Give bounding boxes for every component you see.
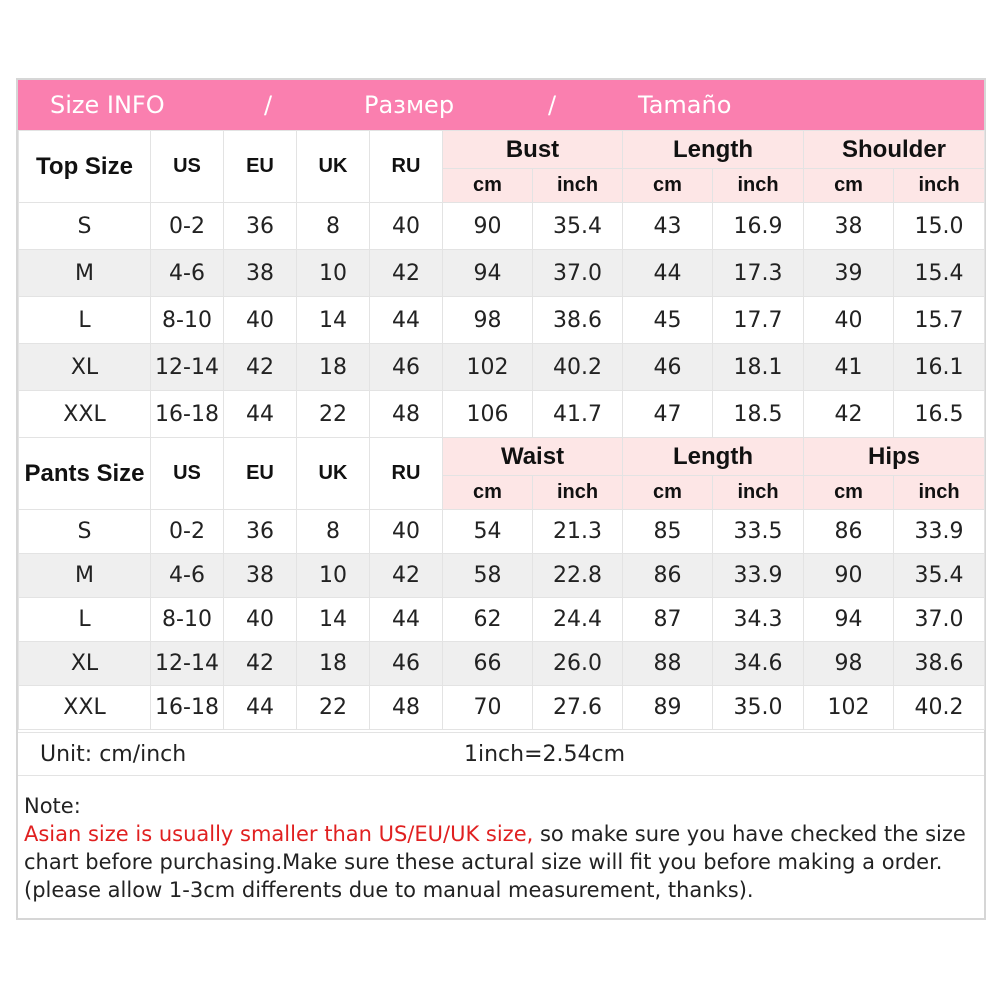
- col-ru: RU: [370, 131, 443, 203]
- table-cell: 102: [804, 686, 894, 730]
- table-cell: 24.4: [533, 598, 623, 642]
- sub-inch: inch: [713, 476, 804, 510]
- table-cell: 40: [370, 203, 443, 250]
- unit-row: [18, 732, 984, 776]
- size-name-cell: L: [19, 297, 151, 344]
- table-cell: 15.0: [894, 203, 985, 250]
- table-cell: 42: [804, 391, 894, 438]
- table-cell: 48: [370, 686, 443, 730]
- table-row: [19, 344, 985, 391]
- table-cell: 70: [443, 686, 533, 730]
- table-cell: 66: [443, 642, 533, 686]
- table-cell: 35.0: [713, 686, 804, 730]
- table-cell: 40.2: [894, 686, 985, 730]
- note-body: [24, 820, 974, 904]
- top-size-label: Top Size: [19, 131, 151, 203]
- table-cell: 98: [443, 297, 533, 344]
- table-cell: 44: [370, 297, 443, 344]
- table-row: [19, 203, 985, 250]
- size-name-cell: S: [19, 203, 151, 250]
- table-cell: 12-14: [151, 642, 224, 686]
- sub-cm: cm: [623, 169, 713, 203]
- table-cell: 44: [623, 250, 713, 297]
- table-cell: 46: [370, 642, 443, 686]
- table-cell: 26.0: [533, 642, 623, 686]
- group-length: Length: [623, 438, 804, 476]
- size-name-cell: XL: [19, 344, 151, 391]
- pants-size-table: [18, 437, 985, 730]
- table-cell: 46: [623, 344, 713, 391]
- table-cell: 21.3: [533, 510, 623, 554]
- table-cell: 46: [370, 344, 443, 391]
- table-cell: 45: [623, 297, 713, 344]
- table-cell: 39: [804, 250, 894, 297]
- table-cell: 22.8: [533, 554, 623, 598]
- table-row: [19, 642, 985, 686]
- table-cell: 94: [443, 250, 533, 297]
- banner-razmer: Размер: [364, 91, 455, 119]
- table-cell: 8-10: [151, 598, 224, 642]
- size-name-cell: XXL: [19, 686, 151, 730]
- table-cell: 40: [224, 297, 297, 344]
- table-cell: 33.9: [894, 510, 985, 554]
- sub-cm: cm: [443, 169, 533, 203]
- table-cell: 37.0: [894, 598, 985, 642]
- size-info-banner: [18, 80, 984, 130]
- table-cell: 33.5: [713, 510, 804, 554]
- table-cell: 54: [443, 510, 533, 554]
- table-cell: 37.0: [533, 250, 623, 297]
- table-cell: 35.4: [533, 203, 623, 250]
- table-cell: 58: [443, 554, 533, 598]
- table-cell: 86: [804, 510, 894, 554]
- sub-cm: cm: [804, 169, 894, 203]
- table-cell: 44: [370, 598, 443, 642]
- table-cell: 14: [297, 598, 370, 642]
- sub-inch: inch: [894, 476, 985, 510]
- banner-separator: /: [548, 91, 557, 119]
- table-cell: 17.7: [713, 297, 804, 344]
- table-cell: 86: [623, 554, 713, 598]
- table-cell: 90: [443, 203, 533, 250]
- note-text: so make sure you have checked the size chart before purchasing.Make sure these actural size will fit you before making a order.(please allow 1-3cm differents due to manual measurement, thanks).: [24, 822, 966, 902]
- table-cell: 90: [804, 554, 894, 598]
- table-cell: 40: [804, 297, 894, 344]
- group-length: Length: [623, 131, 804, 169]
- group-hips: Hips: [804, 438, 985, 476]
- table-cell: 17.3: [713, 250, 804, 297]
- table-cell: 44: [224, 391, 297, 438]
- table-cell: 16-18: [151, 686, 224, 730]
- table-row: [19, 297, 985, 344]
- table-cell: 8: [297, 510, 370, 554]
- table-cell: 89: [623, 686, 713, 730]
- sub-cm: cm: [804, 476, 894, 510]
- table-cell: 18.5: [713, 391, 804, 438]
- table-cell: 47: [623, 391, 713, 438]
- group-waist: Waist: [443, 438, 623, 476]
- table-cell: 43: [623, 203, 713, 250]
- table-row: [19, 250, 985, 297]
- table-cell: 22: [297, 391, 370, 438]
- table-cell: 94: [804, 598, 894, 642]
- col-eu: EU: [224, 131, 297, 203]
- sub-inch: inch: [894, 169, 985, 203]
- table-cell: 34.3: [713, 598, 804, 642]
- table-cell: 87: [623, 598, 713, 642]
- table-cell: 33.9: [713, 554, 804, 598]
- table-cell: 36: [224, 510, 297, 554]
- group-bust: Bust: [443, 131, 623, 169]
- top-size-table: [18, 130, 985, 438]
- table-cell: 44: [224, 686, 297, 730]
- table-cell: 98: [804, 642, 894, 686]
- table-row: [19, 391, 985, 438]
- size-name-cell: M: [19, 554, 151, 598]
- table-cell: 48: [370, 391, 443, 438]
- sub-inch: inch: [533, 169, 623, 203]
- group-shoulder: Shoulder: [804, 131, 985, 169]
- table-cell: 41: [804, 344, 894, 391]
- table-cell: 42: [224, 344, 297, 391]
- table-cell: 38: [804, 203, 894, 250]
- note-title: Note:: [24, 794, 81, 818]
- table-row: [19, 554, 985, 598]
- table-cell: 41.7: [533, 391, 623, 438]
- size-name-cell: XL: [19, 642, 151, 686]
- table-cell: 16-18: [151, 391, 224, 438]
- table-cell: 62: [443, 598, 533, 642]
- table-cell: 0-2: [151, 203, 224, 250]
- table-cell: 40: [224, 598, 297, 642]
- size-name-cell: L: [19, 598, 151, 642]
- banner-separator: /: [264, 91, 273, 119]
- col-eu: EU: [224, 438, 297, 510]
- table-cell: 14: [297, 297, 370, 344]
- table-cell: 40: [370, 510, 443, 554]
- col-uk: UK: [297, 438, 370, 510]
- table-cell: 34.6: [713, 642, 804, 686]
- table-cell: 22: [297, 686, 370, 730]
- table-cell: 38: [224, 554, 297, 598]
- table-cell: 102: [443, 344, 533, 391]
- table-cell: 12-14: [151, 344, 224, 391]
- table-cell: 8: [297, 203, 370, 250]
- banner-tamano: Tamaño: [638, 91, 732, 119]
- table-cell: 42: [370, 554, 443, 598]
- table-cell: 85: [623, 510, 713, 554]
- table-row: [19, 686, 985, 730]
- col-ru: RU: [370, 438, 443, 510]
- table-cell: 38.6: [894, 642, 985, 686]
- table-cell: 36: [224, 203, 297, 250]
- sub-cm: cm: [443, 476, 533, 510]
- table-cell: 16.1: [894, 344, 985, 391]
- table-cell: 38.6: [533, 297, 623, 344]
- table-cell: 16.5: [894, 391, 985, 438]
- sub-inch: inch: [713, 169, 804, 203]
- size-name-cell: M: [19, 250, 151, 297]
- table-cell: 15.4: [894, 250, 985, 297]
- pants-size-label: Pants Size: [19, 438, 151, 510]
- table-cell: 16.9: [713, 203, 804, 250]
- size-name-cell: S: [19, 510, 151, 554]
- table-cell: 10: [297, 554, 370, 598]
- col-uk: UK: [297, 131, 370, 203]
- table-cell: 88: [623, 642, 713, 686]
- table-cell: 8-10: [151, 297, 224, 344]
- col-us: US: [151, 438, 224, 510]
- table-cell: 27.6: [533, 686, 623, 730]
- table-cell: 38: [224, 250, 297, 297]
- table-cell: 42: [370, 250, 443, 297]
- col-us: US: [151, 131, 224, 203]
- table-cell: 15.7: [894, 297, 985, 344]
- note-block: [24, 792, 974, 904]
- size-name-cell: XXL: [19, 391, 151, 438]
- table-row: [19, 598, 985, 642]
- table-cell: 0-2: [151, 510, 224, 554]
- banner-size-info: Size INFO: [50, 91, 165, 119]
- note-warning: Asian size is usually smaller than US/EU/UK size,: [24, 822, 534, 846]
- table-cell: 18: [297, 642, 370, 686]
- unit-label: Unit: cm/inch: [40, 742, 187, 767]
- table-cell: 18: [297, 344, 370, 391]
- table-row: [19, 510, 985, 554]
- table-cell: 18.1: [713, 344, 804, 391]
- sub-cm: cm: [623, 476, 713, 510]
- unit-conversion: 1inch=2.54cm: [464, 742, 626, 767]
- table-cell: 35.4: [894, 554, 985, 598]
- sub-inch: inch: [533, 476, 623, 510]
- table-cell: 4-6: [151, 554, 224, 598]
- table-cell: 4-6: [151, 250, 224, 297]
- table-cell: 106: [443, 391, 533, 438]
- table-cell: 10: [297, 250, 370, 297]
- table-cell: 42: [224, 642, 297, 686]
- table-cell: 40.2: [533, 344, 623, 391]
